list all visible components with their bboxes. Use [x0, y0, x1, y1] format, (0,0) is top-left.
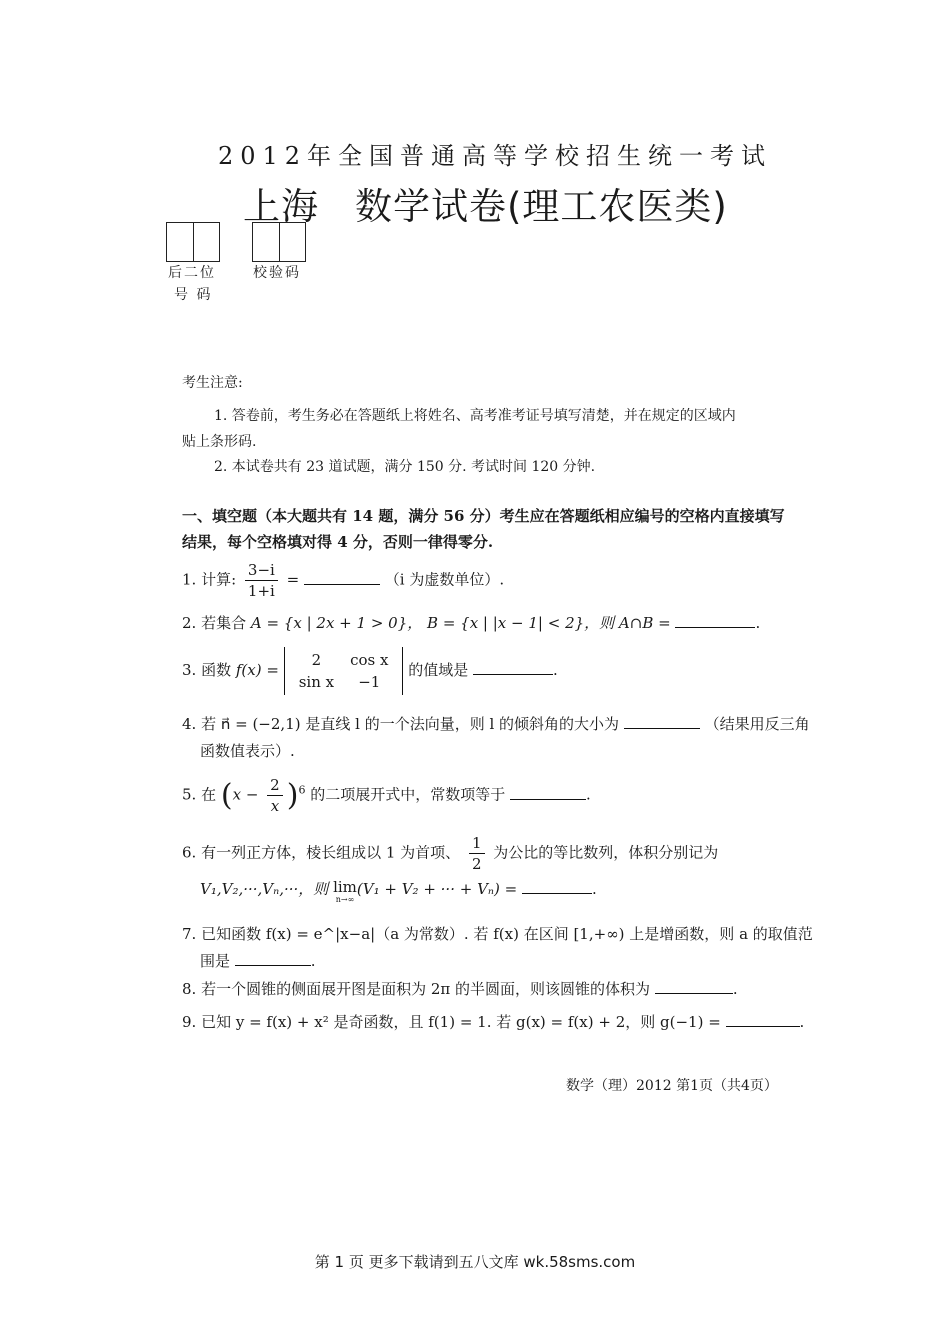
paper-name: 数学试卷(理工农医类)	[355, 185, 728, 228]
answer-blank[interactable]	[510, 785, 586, 800]
question-7-cont: 围是 .	[200, 952, 316, 970]
question-4: 4. 若 n⃗ = (−2,1) 是直线 l 的一个法向量，则 l 的倾斜角的大小为 （结果用反三角	[182, 715, 810, 733]
notice-item-1: 1. 答卷前，考生务必在答题纸上将姓名、高考准考证号填写清楚，并在规定的区域内	[214, 408, 736, 424]
section-heading: 一、填空题（本大题共有 14 题，满分 56 分）考生应在答题纸相应编号的空格内直接填写	[182, 507, 785, 525]
check-code-label: 校验码	[253, 265, 301, 281]
question-7: 7. 已知函数 f(x) = e^|x−a|（a 为常数）. 若 f(x) 在区间 [1,+∞) 上是增函数，则 a 的取值范	[182, 925, 813, 943]
question-3: 3. 函数 f(x) = 2 cos x sin x −1 的值域是 .	[182, 647, 558, 695]
section-heading-cont: 结果，每个空格填对得 4 分，否则一律得零分.	[182, 533, 494, 551]
q3-determinant: 2 cos x sin x −1	[284, 647, 404, 695]
notice-title: 考生注意:	[182, 375, 243, 391]
question-5: 5. 在 (x − $\frac{2}{x}$ )$^6$ 的二项展开式中，常数项等于 .	[182, 776, 591, 815]
page-footer: 数学（理）2012 第1页（共4页）	[566, 1078, 778, 1094]
answer-blank[interactable]	[726, 1012, 800, 1027]
answer-blank[interactable]	[655, 979, 733, 994]
question-6: 6. 有一列正方体，棱长组成以 1 为首项、 $\frac{1}{2}$ 为公比的等比数列，体积分别记为	[182, 834, 719, 873]
question-4-cont: 函数值表示）.	[200, 742, 295, 760]
q6-fraction: $\frac{1}{2}$	[469, 833, 485, 874]
q5-fraction: $\frac{2}{x}$	[267, 775, 283, 816]
answer-blank[interactable]	[473, 660, 553, 675]
paper-title	[243, 176, 728, 230]
answer-blank[interactable]	[304, 570, 380, 585]
answer-blank[interactable]	[235, 951, 311, 966]
notice-item-1-cont: 贴上条形码.	[182, 434, 257, 450]
notice-item-2: 2. 本试卷共有 23 道试题，满分 150 分. 考试时间 120 分钟.	[214, 459, 596, 475]
question-1: 1. 计算: $\frac{3-i}{1+i}$ = （i 为虚数单位）.	[182, 561, 505, 600]
seat-number-label: 后二位 号 码	[168, 265, 216, 303]
check-code-box	[252, 222, 306, 262]
exam-title: 2012年全国普通高等学校招生统一考试	[217, 142, 773, 170]
question-9: 9. 已知 y = f(x) + x² 是奇函数，且 f(1) = 1. 若 g(x) = f(x) + 2，则 g(−1) = .	[182, 1013, 805, 1031]
region-label: 上海	[243, 185, 319, 228]
q1-fraction: $\frac{3-i}{1+i}$	[245, 560, 278, 601]
answer-blank[interactable]	[522, 879, 592, 894]
answer-blank[interactable]	[675, 613, 755, 628]
answer-blank[interactable]	[624, 714, 700, 729]
question-8: 8. 若一个圆锥的侧面展开图是面积为 2π 的半圆面，则该圆锥的体积为 .	[182, 980, 738, 998]
download-banner: 第 1 页 更多下载请到五八文库 wk.58sms.com	[314, 1253, 636, 1271]
seat-number-box	[166, 222, 220, 262]
question-6-cont: V₁,V₂,···,Vₙ,···，则 lim n→∞ (V₁ + V₂ + ··· + Vₙ) = .	[200, 878, 597, 904]
question-2: 2. 若集合 A = {x | 2x + 1 > 0}， B = {x | |x − 1| < 2}，则 A∩B = .	[182, 614, 761, 632]
